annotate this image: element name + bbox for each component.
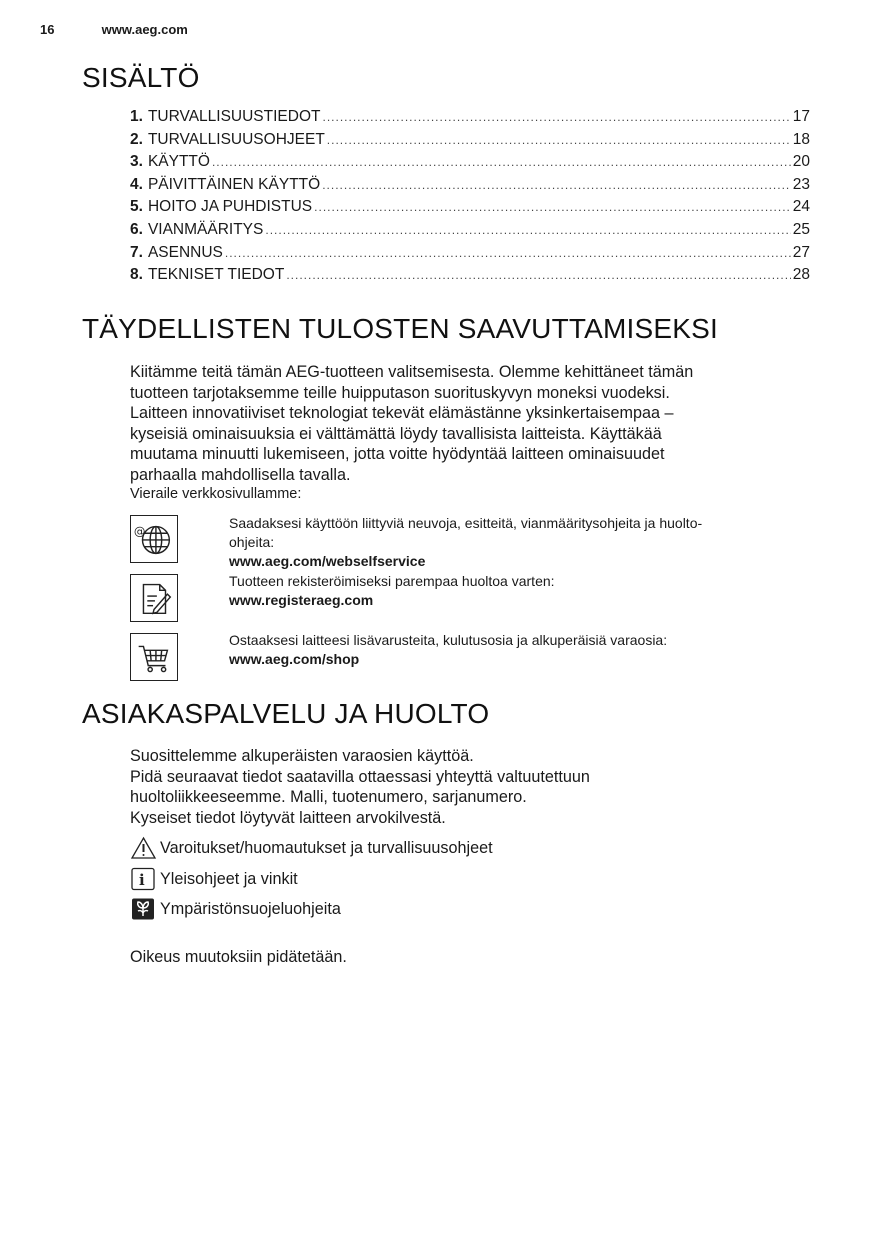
- intro-paragraph: Kiitämme teitä tämän AEG-tuotteen valitsemisesta. Olemme kehittäneet tämän tuotteen tarjotaksemme teille huipputason suorituskyvyn moneksi vuodeksi. Laitteen innovatiiviset teknologiat tekevät elämästänne yksinkertaisempaa – kyseisiä ominaisuuksia ei välttämättä löydy tavallisista laitteista. Käyttäkää muutama minuutti lukemiseen, jotta voitte hyödyntää laitteen ominaisuudet parhaalla mahdollisella tavalla.: [130, 363, 694, 484]
- register-icon: [130, 574, 178, 622]
- shopping-cart-icon: [130, 633, 178, 681]
- note-info: i Yleisohjeet ja vinkit: [130, 867, 298, 891]
- note-environment: Ympäristönsuojeluohjeita: [130, 897, 341, 921]
- webselfservice-link[interactable]: www.aeg.com/webselfservice: [229, 553, 426, 569]
- shop-link[interactable]: www.aeg.com/shop: [229, 651, 360, 667]
- toc-item[interactable]: 1. TURVALLISUUSTIEDOT ..... 17: [130, 108, 810, 131]
- toc-item[interactable]: 4. PÄIVITTÄINEN KÄYTTÖ ..... 23: [130, 176, 810, 199]
- toc-item[interactable]: 3. KÄYTTÖ ..... 20: [130, 153, 810, 176]
- table-of-contents: [130, 108, 810, 289]
- page-header: [40, 22, 188, 37]
- note-warning: Varoitukset/huomautukset ja turvallisuusohjeet: [130, 836, 493, 860]
- svg-text:@: @: [133, 524, 146, 539]
- site-url[interactable]: www.aeg.com: [101, 22, 188, 37]
- results-title: TÄYDELLISTEN TULOSTEN SAAVUTTAMISEKSI: [82, 313, 718, 344]
- info-icon: [130, 867, 157, 891]
- visit-label: Vieraile verkkosivullamme:: [130, 486, 302, 502]
- service-info-shop: Ostaaksesi laitteesi lisävarusteita, kulutusosia ja alkuperäisiä varaosia: www.aeg.com/shop: [229, 631, 804, 669]
- toc-item[interactable]: 8. TEKNISET TIEDOT ..... 28: [130, 266, 810, 289]
- page-number: 16: [40, 22, 55, 37]
- service-info-support: Saadaksesi käyttöön liittyviä neuvoja, esitteitä, vianmääritysohjeita ja huolto- ohjeita: www.aeg.com/webselfservice: [229, 514, 804, 571]
- toc-item[interactable]: 5. HOITO JA PUHDISTUS ..... 24: [130, 198, 810, 221]
- globe-icon: [130, 515, 178, 563]
- warning-icon: [130, 836, 157, 860]
- service-paragraph: Suosittelemme alkuperäisten varaosien käyttöä. Pidä seuraavat tiedot saatavilla ottaessasi yhteyttä valtuutettuun huoltoliikkeeseemme. Malli, tuotenumero, sarjanumero. Kyseiset tiedot löytyvät laitteen arvokilvestä.: [130, 747, 590, 827]
- register-link[interactable]: www.registeraeg.com: [229, 592, 374, 608]
- toc-item[interactable]: 6. VIANMÄÄRITYS ..... 25: [130, 221, 810, 244]
- contents-title: SISÄLTÖ: [82, 62, 200, 93]
- environment-icon: [130, 897, 157, 921]
- toc-item[interactable]: 7. ASENNUS ..... 27: [130, 244, 810, 267]
- service-title: ASIAKASPALVELU JA HUOLTO: [82, 698, 490, 729]
- toc-item[interactable]: 2. TURVALLISUUSOHJEET ..... 18: [130, 131, 810, 154]
- svg-text:i: i: [139, 871, 145, 889]
- footer-note: Oikeus muutoksiin pidätetään.: [130, 948, 347, 966]
- service-info-register: Tuotteen rekisteröimiseksi parempaa huoltoa varten: www.registeraeg.com: [229, 572, 804, 610]
